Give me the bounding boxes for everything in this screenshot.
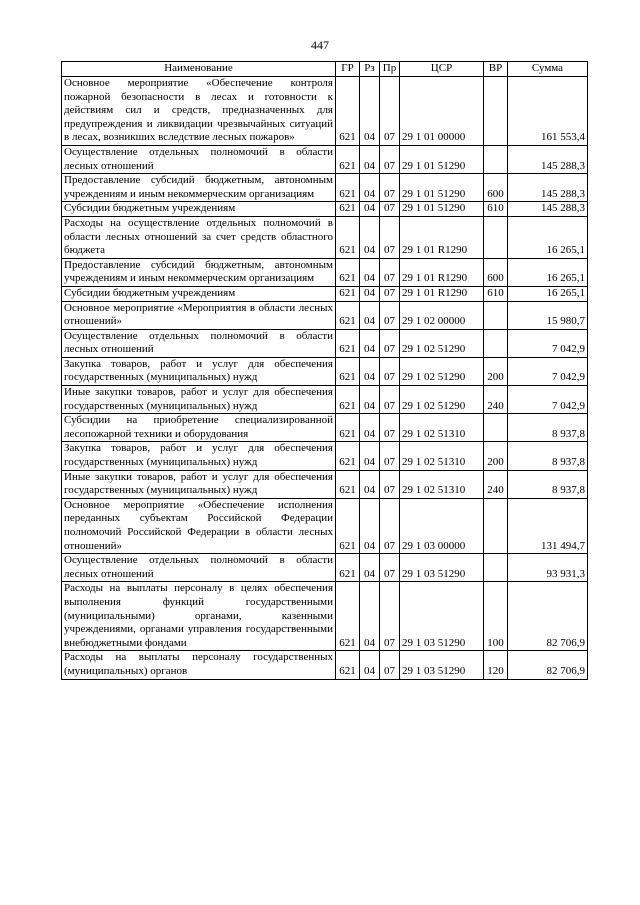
cell-rz: 04	[360, 651, 380, 679]
cell-name: Иные закупки товаров, работ и услуг для обеспечения государственных (муниципальных) нужд	[62, 386, 336, 414]
table-row	[62, 651, 588, 679]
table-row	[62, 498, 588, 553]
cell-vr: 240	[484, 470, 508, 498]
header-rz: Рз	[360, 62, 380, 77]
cell-csr: 29 1 01 R1290	[400, 286, 484, 301]
cell-gr: 621	[336, 357, 360, 385]
cell-sum: 145 288,3	[508, 174, 588, 202]
cell-name: Осуществление отдельных полномочий в области лесных отношений	[62, 554, 336, 582]
cell-rz: 04	[360, 216, 380, 258]
cell-pr: 07	[380, 582, 400, 651]
cell-rz: 04	[360, 442, 380, 470]
cell-csr: 29 1 01 51290	[400, 174, 484, 202]
cell-pr: 07	[380, 301, 400, 329]
table-row	[62, 386, 588, 414]
cell-rz: 04	[360, 286, 380, 301]
cell-gr: 621	[336, 258, 360, 286]
header-gr: ГР	[336, 62, 360, 77]
cell-pr: 07	[380, 470, 400, 498]
cell-gr: 621	[336, 470, 360, 498]
cell-vr: 100	[484, 582, 508, 651]
cell-vr: 600	[484, 258, 508, 286]
table-row	[62, 470, 588, 498]
cell-vr	[484, 145, 508, 173]
cell-csr: 29 1 01 R1290	[400, 216, 484, 258]
cell-sum: 145 288,3	[508, 145, 588, 173]
cell-rz: 04	[360, 258, 380, 286]
cell-name: Расходы на выплаты персоналу в целях обеспечения выполнения функций государственными (муниципальными) органами, казенными учреждениями, органами управления государственными внебюджетными фондами	[62, 582, 336, 651]
cell-gr: 621	[336, 329, 360, 357]
cell-name: Основное мероприятие «Обеспечение исполнения переданных субъектам Российской Федерации полномочий Российской Федерации в области лесных отношений»	[62, 498, 336, 553]
cell-sum: 145 288,3	[508, 202, 588, 217]
cell-gr: 621	[336, 386, 360, 414]
header-pr: Пр	[380, 62, 400, 77]
cell-vr	[484, 498, 508, 553]
table-row	[62, 202, 588, 217]
cell-vr: 610	[484, 286, 508, 301]
cell-name: Субсидии на приобретение специализированной лесопожарной техники и оборудования	[62, 414, 336, 442]
cell-pr: 07	[380, 145, 400, 173]
cell-gr: 621	[336, 145, 360, 173]
cell-name: Закупка товаров, работ и услуг для обеспечения государственных (муниципальных) нужд	[62, 357, 336, 385]
table-row	[62, 286, 588, 301]
header-csr: ЦСР	[400, 62, 484, 77]
cell-pr: 07	[380, 77, 400, 146]
cell-vr: 240	[484, 386, 508, 414]
cell-sum: 8 937,8	[508, 442, 588, 470]
table-row	[62, 174, 588, 202]
cell-vr: 200	[484, 357, 508, 385]
cell-rz: 04	[360, 386, 380, 414]
cell-name: Осуществление отдельных полномочий в области лесных отношений	[62, 329, 336, 357]
cell-sum: 93 931,3	[508, 554, 588, 582]
cell-pr: 07	[380, 202, 400, 217]
cell-rz: 04	[360, 470, 380, 498]
cell-pr: 07	[380, 651, 400, 679]
table-header-row	[62, 62, 588, 77]
cell-rz: 04	[360, 554, 380, 582]
table-row	[62, 216, 588, 258]
cell-csr: 29 1 02 51290	[400, 386, 484, 414]
cell-gr: 621	[336, 216, 360, 258]
cell-rz: 04	[360, 498, 380, 553]
cell-name: Осуществление отдельных полномочий в области лесных отношений	[62, 145, 336, 173]
cell-csr: 29 1 02 51290	[400, 357, 484, 385]
cell-pr: 07	[380, 258, 400, 286]
cell-name: Субсидии бюджетным учреждениям	[62, 286, 336, 301]
cell-name: Основное мероприятие «Обеспечение контроля пожарной безопасности в лесах и готовности к действиям сил и средств, предназначенных для предупреждения и ликвидации чрезвычайных ситуаций в лесах, возникших вследствие лесных пожаров»	[62, 77, 336, 146]
cell-csr: 29 1 02 51290	[400, 329, 484, 357]
cell-name: Предоставление субсидий бюджетным, автономным учреждениям и иным некоммерческим организациям	[62, 174, 336, 202]
cell-sum: 82 706,9	[508, 582, 588, 651]
table-row	[62, 414, 588, 442]
cell-pr: 07	[380, 174, 400, 202]
cell-gr: 621	[336, 286, 360, 301]
cell-sum: 7 042,9	[508, 357, 588, 385]
cell-pr: 07	[380, 357, 400, 385]
cell-rz: 04	[360, 202, 380, 217]
cell-rz: 04	[360, 77, 380, 146]
cell-name: Закупка товаров, работ и услуг для обеспечения государственных (муниципальных) нужд	[62, 442, 336, 470]
table-row	[62, 582, 588, 651]
cell-rz: 04	[360, 145, 380, 173]
table-row	[62, 357, 588, 385]
cell-sum: 7 042,9	[508, 329, 588, 357]
cell-vr	[484, 301, 508, 329]
cell-csr: 29 1 02 51310	[400, 414, 484, 442]
table-row	[62, 301, 588, 329]
cell-name: Иные закупки товаров, работ и услуг для обеспечения государственных (муниципальных) нужд	[62, 470, 336, 498]
cell-rz: 04	[360, 414, 380, 442]
cell-gr: 621	[336, 414, 360, 442]
cell-vr	[484, 77, 508, 146]
cell-vr: 200	[484, 442, 508, 470]
cell-gr: 621	[336, 554, 360, 582]
header-vr: ВР	[484, 62, 508, 77]
cell-csr: 29 1 03 51290	[400, 651, 484, 679]
table-row	[62, 329, 588, 357]
cell-rz: 04	[360, 174, 380, 202]
cell-pr: 07	[380, 386, 400, 414]
cell-name: Расходы на осуществление отдельных полномочий в области лесных отношений за счет средств областного бюджета	[62, 216, 336, 258]
table-body	[62, 77, 588, 680]
cell-sum: 82 706,9	[508, 651, 588, 679]
cell-pr: 07	[380, 414, 400, 442]
header-name: Наименование	[62, 62, 336, 77]
table-row	[62, 258, 588, 286]
table-row	[62, 145, 588, 173]
cell-vr: 600	[484, 174, 508, 202]
cell-csr: 29 1 03 00000	[400, 498, 484, 553]
cell-gr: 621	[336, 651, 360, 679]
cell-gr: 621	[336, 582, 360, 651]
cell-pr: 07	[380, 442, 400, 470]
cell-sum: 15 980,7	[508, 301, 588, 329]
cell-gr: 621	[336, 301, 360, 329]
cell-name: Расходы на выплаты персоналу государственных (муниципальных) органов	[62, 651, 336, 679]
cell-pr: 07	[380, 286, 400, 301]
cell-sum: 8 937,8	[508, 470, 588, 498]
cell-vr: 120	[484, 651, 508, 679]
cell-vr	[484, 554, 508, 582]
cell-vr	[484, 414, 508, 442]
cell-sum: 16 265,1	[508, 216, 588, 258]
cell-csr: 29 1 03 51290	[400, 582, 484, 651]
cell-csr: 29 1 01 51290	[400, 145, 484, 173]
table-row	[62, 554, 588, 582]
cell-sum: 16 265,1	[508, 258, 588, 286]
cell-gr: 621	[336, 77, 360, 146]
cell-name: Субсидии бюджетным учреждениям	[62, 202, 336, 217]
cell-csr: 29 1 02 51310	[400, 442, 484, 470]
cell-gr: 621	[336, 442, 360, 470]
cell-name: Предоставление субсидий бюджетным, автономным учреждениям и иным некоммерческим организациям	[62, 258, 336, 286]
cell-name: Основное мероприятие «Мероприятия в области лесных отношений»	[62, 301, 336, 329]
table-row	[62, 77, 588, 146]
cell-pr: 07	[380, 216, 400, 258]
cell-csr: 29 1 01 51290	[400, 202, 484, 217]
cell-sum: 16 265,1	[508, 286, 588, 301]
cell-pr: 07	[380, 554, 400, 582]
cell-rz: 04	[360, 357, 380, 385]
cell-csr: 29 1 02 00000	[400, 301, 484, 329]
cell-sum: 8 937,8	[508, 414, 588, 442]
cell-gr: 621	[336, 202, 360, 217]
header-sum: Сумма	[508, 62, 588, 77]
cell-pr: 07	[380, 329, 400, 357]
cell-vr: 610	[484, 202, 508, 217]
cell-vr	[484, 329, 508, 357]
cell-rz: 04	[360, 582, 380, 651]
table-row	[62, 442, 588, 470]
cell-sum: 131 494,7	[508, 498, 588, 553]
budget-table	[61, 61, 588, 680]
cell-rz: 04	[360, 301, 380, 329]
cell-csr: 29 1 01 R1290	[400, 258, 484, 286]
cell-pr: 07	[380, 498, 400, 553]
cell-gr: 621	[336, 174, 360, 202]
cell-sum: 161 553,4	[508, 77, 588, 146]
cell-gr: 621	[336, 498, 360, 553]
cell-rz: 04	[360, 329, 380, 357]
cell-csr: 29 1 02 51310	[400, 470, 484, 498]
cell-sum: 7 042,9	[508, 386, 588, 414]
cell-csr: 29 1 03 51290	[400, 554, 484, 582]
cell-vr	[484, 216, 508, 258]
cell-csr: 29 1 01 00000	[400, 77, 484, 146]
page-number: 447	[311, 38, 329, 52]
